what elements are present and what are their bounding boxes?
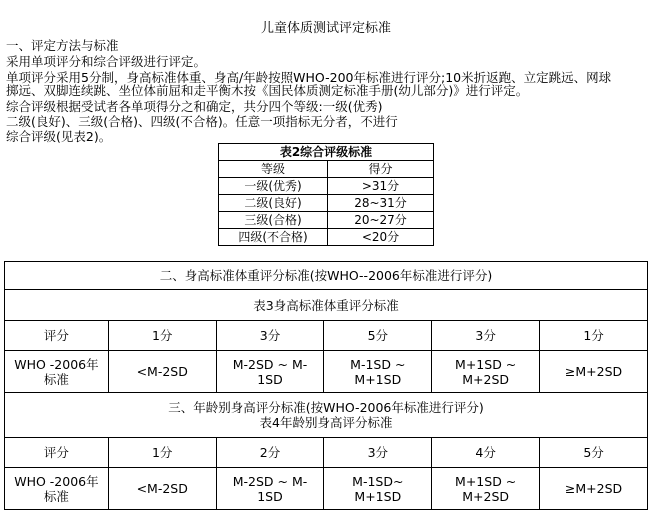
table-cell: M-1SD~ M+1SD	[324, 468, 432, 510]
table-row	[5, 321, 648, 351]
intro-line-3: 掷远、双脚连续跳、坐位体前屈和走平衡木按《国民体质测定标准手册(幼儿部分)》进行评定。	[6, 83, 529, 98]
standard-label: WHO -2006年标准	[5, 468, 109, 510]
intro-line-1: 采用单项评分和综合评级进行评定。	[6, 54, 207, 69]
section-2-heading: 二、身高标准体重评分标准(按WHO--2006年标准进行评分)	[5, 262, 648, 290]
table-cell: <M-2SD	[108, 468, 216, 510]
table-cell: <M-2SD	[108, 351, 216, 393]
table-cell: 1分	[108, 438, 216, 468]
table-cell: 3分	[432, 321, 540, 351]
intro-line-6: 综合评级(见表2)。	[6, 129, 112, 144]
table-row	[219, 212, 434, 229]
table-row	[219, 178, 434, 195]
document-title: 儿童体质测试评定标准	[260, 21, 391, 36]
table-row	[5, 351, 648, 393]
table-cell: 28~31分	[328, 195, 434, 212]
standard-label: WHO -2006年标准	[5, 351, 109, 393]
section-3-header	[5, 393, 648, 438]
table-cell: 二级(良好)	[219, 195, 328, 212]
table-cell: M-2SD ~ M-1SD	[216, 351, 324, 393]
table-cell: M+1SD ~ M+2SD	[432, 468, 540, 510]
table-cell: <20分	[328, 229, 434, 246]
table-4-caption: 表4年龄别身高评分标准	[259, 415, 393, 430]
table-cell: 1分	[108, 321, 216, 351]
table-cell: M-2SD ~ M-1SD	[216, 468, 324, 510]
table-cell: 5分	[540, 438, 648, 468]
table-2-composite-grading	[218, 143, 434, 246]
table-row	[219, 229, 434, 246]
table-cell: 一级(优秀)	[219, 178, 328, 195]
table-cell: 3分	[216, 321, 324, 351]
table-row	[219, 195, 434, 212]
table-scoring-standards	[4, 261, 648, 510]
table-2-header-grade: 等级	[219, 161, 328, 178]
table-cell: >31分	[328, 178, 434, 195]
table-cell: M-1SD ~ M+1SD	[324, 351, 432, 393]
intro-line-5: 二级(良好)、三级(合格)、四级(不合格)。任意一项指标无分者，不进行	[6, 114, 398, 129]
table-cell: 三级(合格)	[219, 212, 328, 229]
table-cell: ≥M+2SD	[540, 468, 648, 510]
section-3-heading: 三、年龄别身高评分标准(按WHO-2006年标准进行评分)	[168, 400, 484, 415]
table-2-header-score: 得分	[328, 161, 434, 178]
table-3-caption: 表3身高标准体重评分标准	[5, 290, 648, 321]
score-label: 评分	[5, 438, 109, 468]
table-cell: 5分	[324, 321, 432, 351]
table-cell: 2分	[216, 438, 324, 468]
intro-line-4: 综合评级根据受试者各单项得分之和确定，共分四个等级:一级(优秀)	[6, 99, 383, 114]
table-cell: 3分	[324, 438, 432, 468]
table-cell: ≥M+2SD	[540, 351, 648, 393]
table-row	[5, 468, 648, 510]
table-cell: 1分	[540, 321, 648, 351]
table-cell: M+1SD ~ M+2SD	[432, 351, 540, 393]
section-heading-method: 一、评定方法与标准	[6, 38, 119, 53]
table-2-caption: 表2综合评级标准	[219, 144, 434, 161]
table-cell: 四级(不合格)	[219, 229, 328, 246]
intro-line-2: 单项评分采用5分制，身高标准体重、身高/年龄按照WHO-200年标准进行评分;10米折返跑、立定跳远、网球	[6, 70, 612, 85]
score-label: 评分	[5, 321, 109, 351]
table-cell: 20~27分	[328, 212, 434, 229]
table-cell: 4分	[432, 438, 540, 468]
table-row	[5, 438, 648, 468]
